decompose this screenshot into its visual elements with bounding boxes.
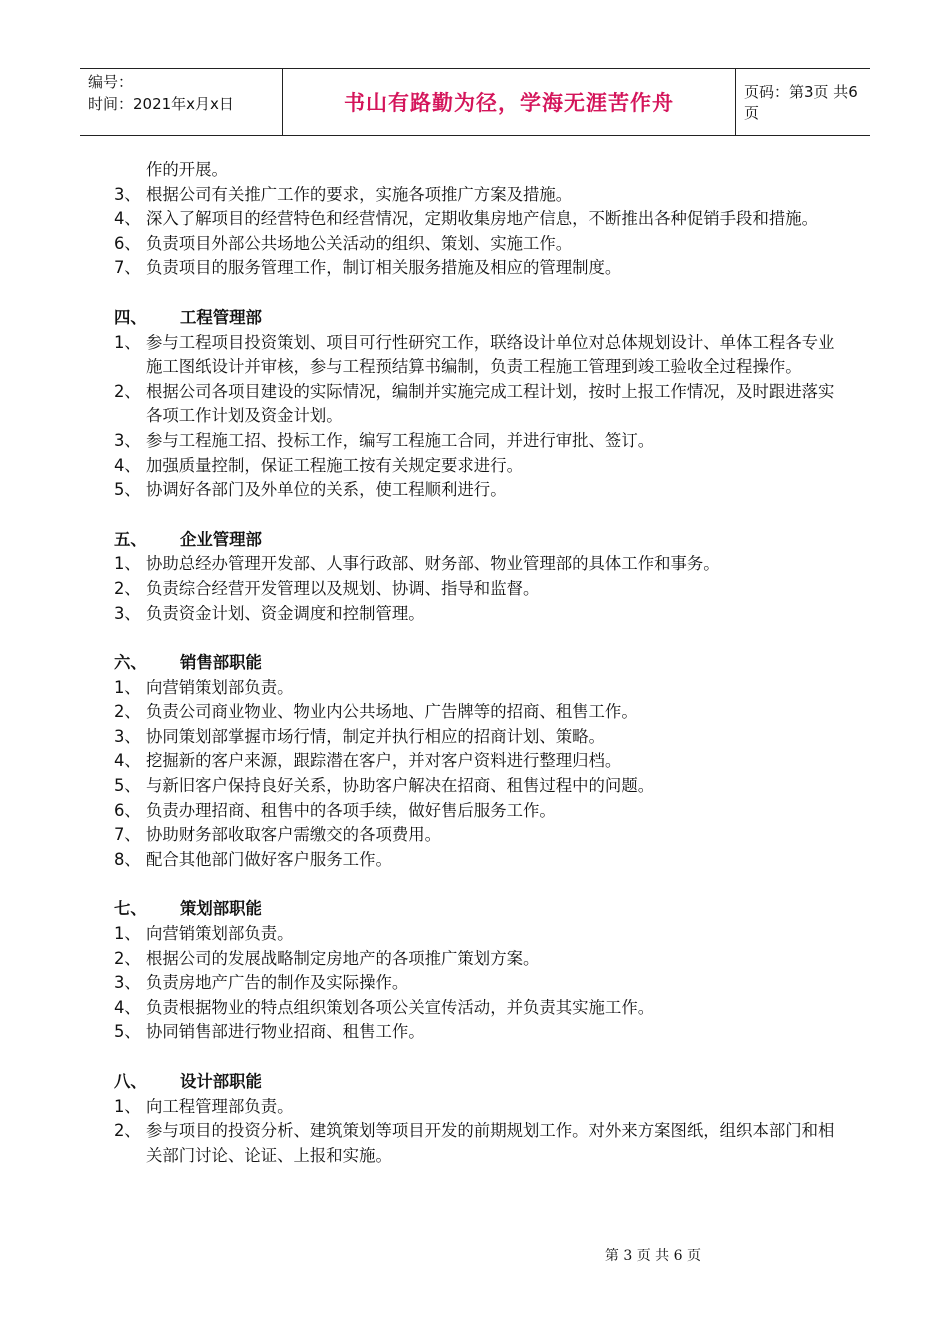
item-number: 4、 bbox=[114, 751, 141, 771]
item-number: 2、 bbox=[114, 1121, 141, 1141]
list-item bbox=[114, 552, 844, 577]
list-item bbox=[114, 478, 844, 503]
item-text: 根据公司有关推广工作的要求，实施各项推广方案及措施。 bbox=[146, 184, 573, 204]
header-page-info bbox=[736, 69, 870, 135]
list-item bbox=[114, 725, 844, 750]
item-text: 加强质量控制，保证工程施工按有关规定要求进行。 bbox=[146, 455, 523, 475]
item-number: 1、 bbox=[114, 677, 141, 697]
item-number: 2、 bbox=[114, 381, 141, 401]
item-text: 协同销售部进行物业招商、租售工作。 bbox=[146, 1022, 425, 1042]
item-text: 参与工程项目投资策划、项目可行性研究工作，联络设计单位对总体规划设计、单体工程各专业施工图纸设计并审核，参与工程预结算书编制，负责工程施工管理到竣工验收全过程操作。 bbox=[146, 332, 835, 377]
item-text: 根据公司各项目建设的实际情况，编制并实施完成工程计划，按时上报工作情况，及时跟进落实各项工作计划及资金计划。 bbox=[146, 381, 835, 426]
item-number: 5、 bbox=[114, 1022, 141, 1042]
list-item bbox=[114, 331, 844, 380]
item-number: 3、 bbox=[114, 973, 141, 993]
item-number: 3、 bbox=[114, 726, 141, 746]
item-number: 1、 bbox=[114, 1096, 141, 1116]
section-number: 八、 bbox=[114, 1072, 147, 1091]
item-number: 7、 bbox=[114, 258, 141, 278]
list-item bbox=[114, 1020, 844, 1045]
list-item bbox=[114, 922, 844, 947]
list-item bbox=[114, 1119, 844, 1168]
list-item bbox=[114, 256, 844, 281]
continuation-text: 作的开展。 bbox=[146, 160, 228, 179]
list-item bbox=[114, 676, 844, 701]
footer-page-number: 第 3 页 共 6 页 bbox=[604, 1248, 701, 1264]
item-text: 向营销策划部负责。 bbox=[146, 924, 294, 944]
list-item bbox=[114, 799, 844, 824]
list-item bbox=[114, 602, 844, 627]
item-number: 6、 bbox=[114, 800, 141, 820]
page-header bbox=[80, 68, 870, 136]
item-text: 协助总经办管理开发部、人事行政部、财务部、物业管理部的具体工作和事务。 bbox=[146, 554, 720, 574]
item-number: 4、 bbox=[114, 455, 141, 475]
item-text: 参与工程施工招、投标工作，编写工程施工合同，并进行审批、签订。 bbox=[146, 430, 655, 450]
list-item bbox=[114, 996, 844, 1021]
item-number: 4、 bbox=[114, 209, 141, 229]
item-number: 1、 bbox=[114, 332, 141, 352]
list-item bbox=[114, 232, 844, 257]
section-title: 企业管理部 bbox=[180, 529, 262, 549]
section-title: 策划部职能 bbox=[180, 899, 262, 919]
section-heading bbox=[114, 528, 844, 553]
list-item bbox=[114, 971, 844, 996]
item-text: 负责公司商业物业、物业内公共场地、广告牌等的招商、租售工作。 bbox=[146, 702, 638, 722]
section-number: 六、 bbox=[114, 653, 147, 673]
item-text: 负责项目的服务管理工作，制订相关服务措施及相应的管理制度。 bbox=[146, 258, 622, 278]
item-number: 3、 bbox=[114, 184, 141, 204]
list-item bbox=[114, 380, 844, 429]
section-number: 五、 bbox=[114, 529, 147, 549]
time-label: 时间：2021年x月x日 bbox=[88, 95, 234, 113]
item-number: 1、 bbox=[114, 924, 141, 944]
item-text: 负责综合经营开发管理以及规划、协调、指导和监督。 bbox=[146, 578, 540, 598]
item-text: 配合其他部门做好客户服务工作。 bbox=[146, 849, 392, 869]
item-number: 3、 bbox=[114, 430, 141, 450]
section-list bbox=[114, 922, 844, 1045]
list-item bbox=[114, 207, 844, 232]
item-text: 协同策划部掌握市场行情，制定并执行相应的招商计划、策略。 bbox=[146, 726, 605, 746]
section-list bbox=[114, 552, 844, 626]
item-text: 深入了解项目的经营特色和经营情况，定期收集房地产信息，不断推出各种促销手段和措施。 bbox=[146, 209, 819, 229]
item-text: 挖掘新的客户来源，跟踪潜在客户，并对客户资料进行整理归档。 bbox=[146, 751, 622, 771]
item-text: 向营销策划部负责。 bbox=[146, 677, 294, 697]
item-text: 参与项目的投资分析、建筑策划等项目开发的前期规划工作。对外来方案图纸，组织本部门和相关部门讨论、论证、上报和实施。 bbox=[146, 1121, 835, 1165]
section-list bbox=[114, 676, 844, 873]
section-list bbox=[114, 331, 844, 503]
item-number: 8、 bbox=[114, 849, 141, 869]
item-number: 6、 bbox=[114, 233, 141, 253]
section-title: 工程管理部 bbox=[180, 307, 262, 327]
list-item bbox=[114, 774, 844, 799]
item-text: 根据公司的发展战略制定房地产的各项推广策划方案。 bbox=[146, 948, 540, 968]
section-number: 四、 bbox=[114, 307, 147, 327]
section-heading bbox=[114, 897, 844, 922]
header-meta bbox=[80, 69, 283, 135]
document-body bbox=[114, 158, 844, 1168]
list-item bbox=[114, 183, 844, 208]
section-title: 销售部职能 bbox=[180, 653, 262, 673]
list-item bbox=[114, 823, 844, 848]
list-item bbox=[114, 848, 844, 873]
item-text: 负责项目外部公共场地公关活动的组织、策划、实施工作。 bbox=[146, 233, 573, 253]
item-number: 2、 bbox=[114, 578, 141, 598]
item-number: 4、 bbox=[114, 997, 141, 1017]
list-item bbox=[114, 429, 844, 454]
item-number: 2、 bbox=[114, 948, 141, 968]
intro-list bbox=[114, 183, 844, 281]
item-number: 7、 bbox=[114, 825, 141, 845]
motto: 书山有路勤为径，学海无涯苦作舟 bbox=[344, 91, 674, 115]
item-text: 负责房地产广告的制作及实际操作。 bbox=[146, 973, 409, 993]
section-heading bbox=[114, 651, 844, 676]
item-number: 3、 bbox=[114, 603, 141, 623]
list-item bbox=[114, 577, 844, 602]
page-info: 页码：第3页 共6页 bbox=[744, 83, 858, 122]
item-text: 负责根据物业的特点组织策划各项公关宣传活动，并负责其实施工作。 bbox=[146, 997, 655, 1017]
item-text: 向工程管理部负责。 bbox=[146, 1096, 294, 1116]
item-text: 协调好各部门及外单位的关系，使工程顺利进行。 bbox=[146, 480, 507, 500]
page-footer bbox=[0, 1245, 950, 1265]
section-heading bbox=[114, 1070, 844, 1095]
number-label: 编号： bbox=[88, 73, 134, 91]
list-item bbox=[114, 454, 844, 479]
list-item bbox=[114, 947, 844, 972]
item-number: 1、 bbox=[114, 554, 141, 574]
item-number: 2、 bbox=[114, 702, 141, 722]
item-text: 负责资金计划、资金调度和控制管理。 bbox=[146, 603, 425, 623]
list-item bbox=[114, 749, 844, 774]
section-list bbox=[114, 1095, 844, 1169]
item-number: 5、 bbox=[114, 480, 141, 500]
list-item bbox=[114, 1095, 844, 1120]
item-text: 与新旧客户保持良好关系，协助客户解决在招商、租售过程中的问题。 bbox=[146, 776, 655, 796]
item-text: 负责办理招商、租售中的各项手续，做好售后服务工作。 bbox=[146, 800, 556, 820]
item-text: 协助财务部收取客户需缴交的各项费用。 bbox=[146, 825, 442, 845]
section-heading bbox=[114, 306, 844, 331]
item-number: 5、 bbox=[114, 776, 141, 796]
section-title: 设计部职能 bbox=[180, 1072, 262, 1091]
list-item bbox=[114, 700, 844, 725]
header-motto-cell bbox=[283, 69, 736, 135]
section-number: 七、 bbox=[114, 899, 147, 919]
